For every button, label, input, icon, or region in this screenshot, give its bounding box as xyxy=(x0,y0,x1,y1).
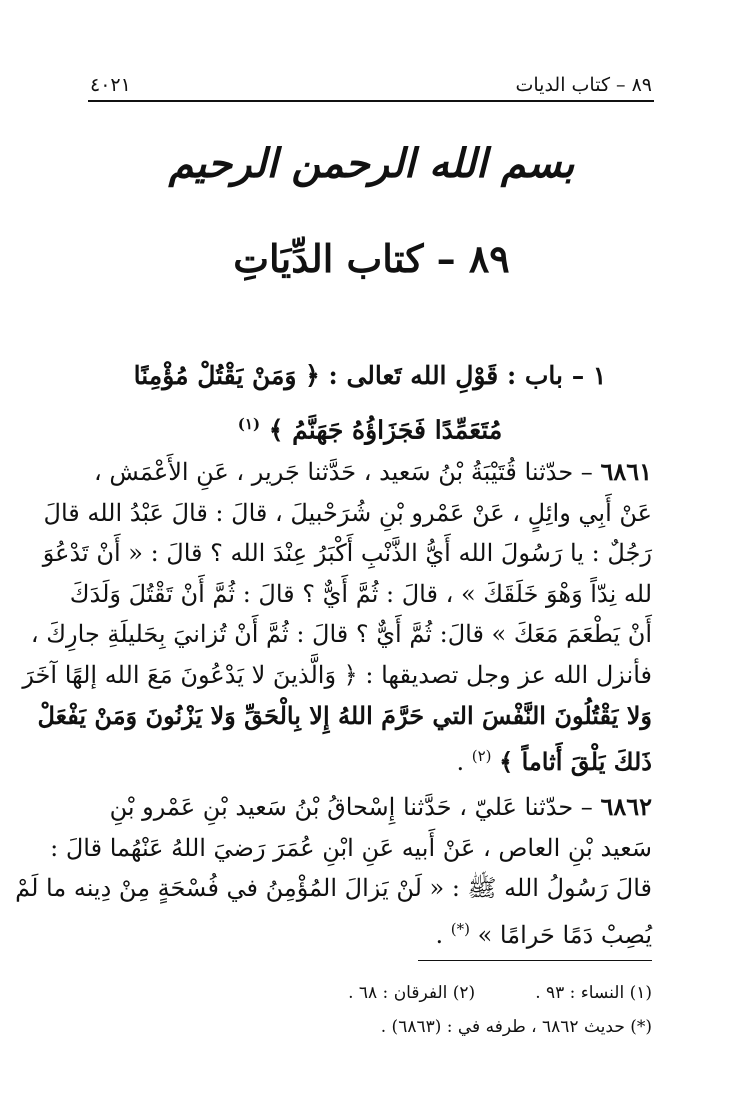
hadith-line xyxy=(96,787,652,828)
hadith-text: – حدّثنا عَليّ ، حَدَّثنا إِسْحاقُ بْنُ سَعيد بْنِ عَمْرو بْنِ xyxy=(109,793,601,821)
footnote-row xyxy=(200,976,652,1010)
quran-verse-line: وَلا يَقْتُلُونَ النَّفْسَ التي حَرَّمَ اللهُ إِلا بِالْحَقِّ وَلا يَزْنُونَ وَمَنْ يَفْعَلْ xyxy=(37,700,652,730)
footnote-1: (١) النساء : ٩٣ . xyxy=(535,983,652,1003)
hadith-line: لله نِدّاً وَهْوَ خَلَقَكَ » ، قالَ : ثُمَّ أَيٌّ ؟ قالَ : ثُمَّ أَنْ تَقْتُلَ وَلَدَكَ xyxy=(69,579,652,608)
header-chapter-title: ٨٩ – كتاب الديات xyxy=(515,74,652,96)
hadith-line: يُصِبْ دَمًا حَرامًا » (*) . xyxy=(435,919,652,949)
quran-verse-end: ذَلكَ يَلْقَ أَثاماً ﴾ xyxy=(499,747,652,777)
hadith-line: فأنزل الله عز وجل تصديقها : ﴿ وَالَّذينَ لا يَدْعُونَ مَعَ الله إلهًا آخَرَ xyxy=(22,660,652,689)
footnote-divider xyxy=(418,960,652,961)
hadith-6861 xyxy=(22,452,652,777)
footnote-ref-2: (٢) xyxy=(471,747,492,766)
chapter-heading xyxy=(120,352,620,454)
hadith-text: – حدّثنا قُتَيْبَةُ بْنُ سَعيد ، حَدَّثنا جَرير ، عَنِ الأَعْمَش ، xyxy=(94,458,601,486)
footnote-2: (٢) الفرقان : ٦٨ . xyxy=(348,983,476,1003)
hadith-line: أَنْ يَطْعَمَ مَعَكَ » قالَ: ثُمَّ أَيٌّ ؟ قالَ : ثُمَّ أَنْ تُزانيَ بِحَليلَةِ جارِكَ ، xyxy=(30,620,652,649)
chapter-heading-line-2-text: مُتَعَمِّدًا فَجَزَاؤُهُ جَهَنَّمُ ﴾ xyxy=(268,415,503,445)
running-header xyxy=(90,70,652,100)
chapter-heading-line-2 xyxy=(120,400,620,454)
chapter-heading-line-1: ١ – باب : قَوْلِ الله تَعالى : ﴿ وَمَنْ يَقْتُلْ مُؤْمِنًا xyxy=(133,361,607,390)
footnote-row xyxy=(200,1010,652,1044)
hadith-line: قالَ رَسُولُ الله ﷺ : « لَنْ يَزالَ المُؤْمِنُ في فُسْحَةٍ مِنْ دِينه ما لَمْ xyxy=(15,874,652,902)
footnote-ref-1: (١) xyxy=(237,415,261,433)
hadith-line: عَنْ أَبِي وائِلٍ ، عَنْ عَمْرو بْنِ شُرَحْبيلَ ، قالَ : قالَ عَبْدُ الله قالَ xyxy=(43,498,652,527)
footnote-star: (*) حديث ٦٨٦٢ ، طرفه في : (٦٨٦٣) . xyxy=(380,1017,652,1037)
hadith-line xyxy=(96,452,652,493)
hadith-number: ٦٨٦٢ xyxy=(600,792,652,821)
hadith-line: سَعيد بْنِ العاص ، عَنْ أَبيه عَنِ ابْنِ عُمَرَ رَضيَ اللهُ عَنْهُما قالَ : xyxy=(50,833,652,862)
hadith-line: رَجُلٌ : يا رَسُولَ الله أَيُّ الذَّنْبِ أَكْبَرُ عِنْدَ الله ؟ قالَ : « أَنْ تَدْعُوَ xyxy=(42,539,652,568)
footnote-ref-star: (*) xyxy=(450,919,470,938)
hadith-line: ذَلكَ يَلْقَ أَثاماً ﴾ $^{(٢)}$ . xyxy=(456,747,652,777)
basmala: بسم الله الرحمن الرحيم xyxy=(168,140,575,187)
book-title: ٨٩ – كتاب الدِّيَاتِ xyxy=(233,236,510,281)
hadith-text: يُصِبْ دَمًا حَرامًا » xyxy=(477,920,652,949)
header-divider xyxy=(88,100,654,102)
hadith-6862 xyxy=(15,787,652,949)
hadith-number: ٦٨٦١ xyxy=(600,457,652,486)
footnotes xyxy=(200,976,652,1044)
header-page-number: ٤٠٢١ xyxy=(90,74,131,96)
